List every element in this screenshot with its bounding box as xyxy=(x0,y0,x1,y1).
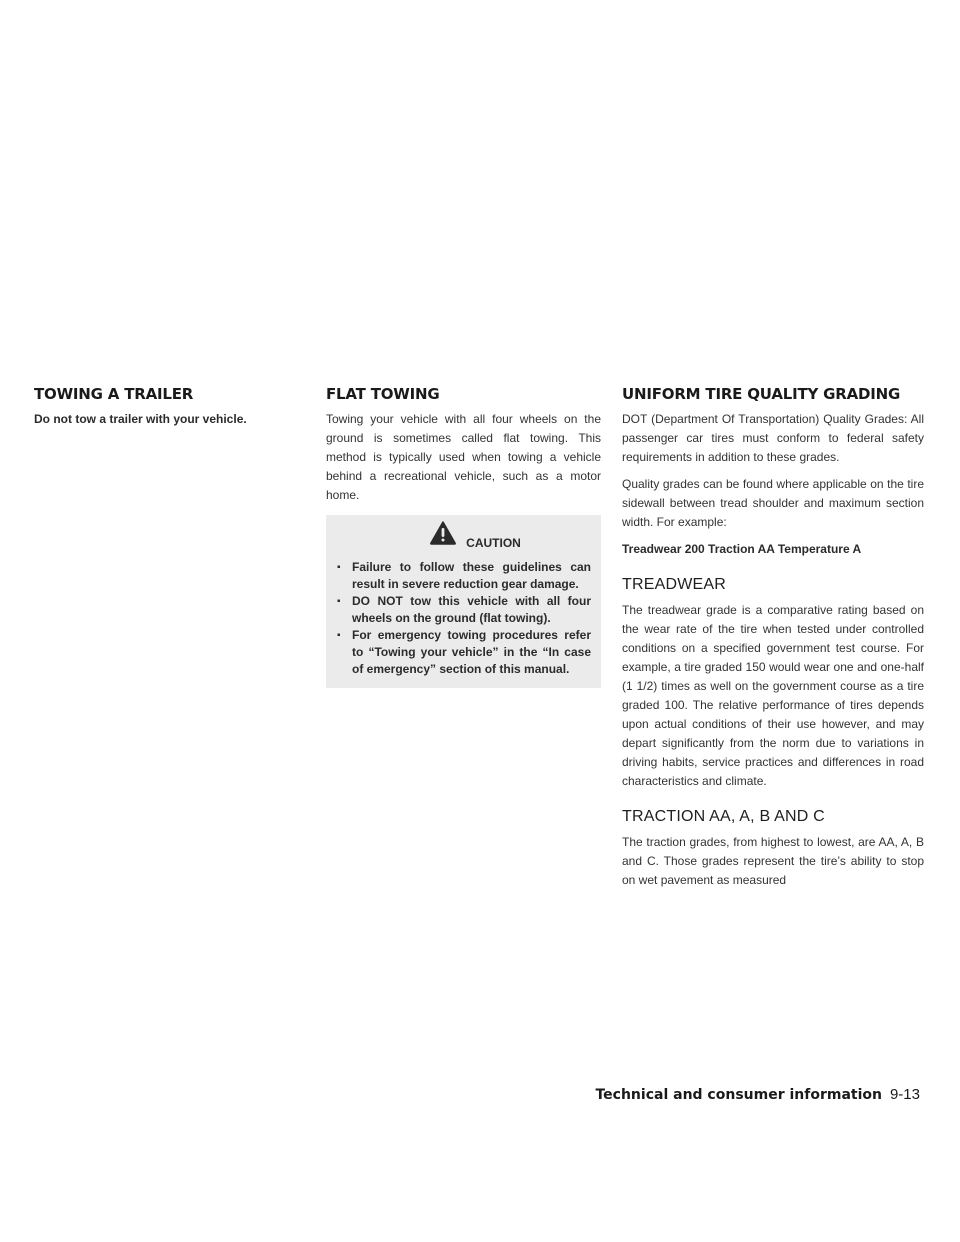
towing-trailer-text: Do not tow a trailer with your vehicle. xyxy=(34,412,247,426)
column-towing-trailer xyxy=(34,384,296,437)
caution-item: ▪ DO NOT tow this vehicle with all four wheels on the ground (flat towing). xyxy=(336,593,591,627)
column-flat-towing xyxy=(326,384,601,688)
treadwear-title: TREADWEAR xyxy=(622,576,727,593)
caution-list xyxy=(336,559,591,678)
utqg-paragraph-1: DOT (Department Of Transportation) Quality Grades: All passenger car tires must conform to federal safety requirements in addition to these grades. xyxy=(622,412,924,464)
traction-title: TRACTION AA, A, B AND C xyxy=(622,808,825,825)
page-number: 9-13 xyxy=(889,1086,920,1103)
utqg-paragraph-2: Quality grades can be found where applicable on the tire sidewall between tread shoulder and maximum section width. For example: xyxy=(622,477,924,529)
page-footer xyxy=(595,1086,920,1103)
treadwear-text: The treadwear grade is a comparative rating based on the wear rate of the tire when tested under controlled conditions on a specified government test course. For example, a tire graded 150 would wear one and one-half (1 1/2) times as well on the government course as a tire graded 100. The relative performance of tires depends upon actual conditions of their use however, and may depart significantly from the norm due to variations in driving habits, service practices and differences in road characteristics and climate. xyxy=(622,603,924,788)
traction-text: The traction grades, from highest to lowest, are AA, A, B and C. Those grades represent the tire’s ability to stop on wet pavement as measured xyxy=(622,835,924,887)
flat-towing-title: FLAT TOWING xyxy=(326,385,440,403)
caution-item: ▪ Failure to follow these guidelines can result in severe reduction gear damage. xyxy=(336,559,591,593)
caution-box xyxy=(326,515,601,688)
warning-triangle-icon xyxy=(430,521,456,545)
utqg-example: Treadwear 200 Traction AA Temperature A xyxy=(622,542,862,556)
footer-section-label: Technical and consumer information xyxy=(595,1087,882,1103)
caution-label: CAUTION xyxy=(466,536,521,550)
towing-trailer-title: TOWING A TRAILER xyxy=(34,385,194,403)
caution-item: ▪ For emergency towing procedures refer to “Towing your vehicle” in the “In case of emergency” section of this manual. xyxy=(336,627,591,678)
flat-towing-paragraph: Towing your vehicle with all four wheels on the ground is sometimes called flat towing. This method is typically used when towing a vehicle behind a recreational vehicle, such as a motor home. xyxy=(326,412,601,502)
caution-header xyxy=(336,519,591,559)
column-utqg xyxy=(622,384,924,898)
utqg-title: UNIFORM TIRE QUALITY GRADING xyxy=(622,385,901,403)
